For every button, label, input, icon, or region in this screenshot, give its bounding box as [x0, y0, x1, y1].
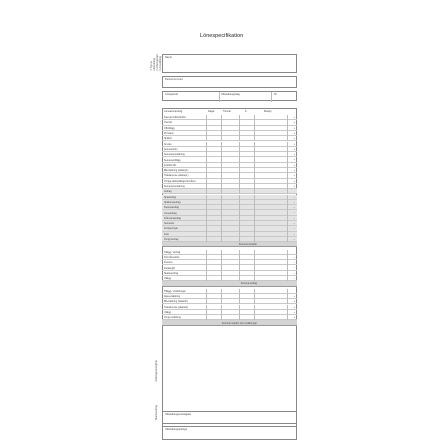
row-sign: +	[293, 131, 295, 135]
row-sign: –	[293, 277, 295, 280]
sum-row	[162, 320, 297, 325]
row-label: Traktamente (skattefri)	[164, 305, 188, 309]
sidebar-bottom-left: Arbetsgivaravgifter	[155, 360, 158, 382]
row-sign: +	[293, 310, 295, 314]
row-sign: –	[293, 222, 295, 225]
row-sign: +	[293, 116, 295, 119]
row-sign: +	[293, 305, 295, 309]
personnummer-field-box[interactable]	[162, 76, 297, 88]
row-sign: +	[293, 179, 295, 183]
row-label: Semesterlön	[164, 147, 178, 151]
row-label: Kost	[164, 232, 169, 236]
row-sign: –	[293, 200, 295, 204]
col-lonearter-header: Lönearter/avdrag	[164, 110, 183, 113]
sum-label: Summa avdrag	[240, 282, 257, 286]
row-label: Semestertillägg	[164, 158, 181, 162]
row-label: Sjukavdrag	[164, 195, 176, 199]
row-sign: +	[293, 137, 295, 141]
col-a-pris-header: À	[245, 110, 247, 113]
row-label: Sjuklön	[164, 137, 172, 141]
period-field-box	[162, 91, 297, 101]
row-label: Bilersättning (skattepl.)	[164, 169, 189, 173]
row-label: Fackavgift	[164, 266, 175, 270]
row-label: Traktamente (skattepl.)	[164, 174, 189, 178]
col-timmar-header: Timmar	[223, 110, 232, 113]
row-sign: +	[293, 163, 295, 167]
row-label: Kostförmån	[164, 163, 177, 167]
personnummer-label: Personnummer	[165, 78, 183, 81]
row-label: Reseersättning	[164, 295, 181, 299]
row-label: Sjuklöneavdrag	[164, 200, 181, 204]
row-sign: +	[293, 142, 295, 146]
row-label: OB-tillägg	[164, 126, 175, 130]
row-label: Skatteavdrag	[164, 271, 179, 275]
row-label: Fast grundlön/timlön	[164, 116, 186, 120]
sum-label: Summa nettolön och ersättningar	[221, 321, 257, 325]
row-sign: +	[293, 294, 295, 298]
row-sign: +	[293, 184, 295, 188]
row-sign: +	[293, 300, 295, 304]
row-label: Tillägg / avdrag	[164, 250, 181, 254]
row-sign: –	[293, 271, 295, 275]
row-sign: –	[293, 255, 295, 259]
row-sign: –	[293, 211, 295, 215]
utbetalningsdag-label: Utbetalningsdag	[221, 93, 240, 96]
row-sign: +	[293, 169, 295, 172]
sum-row	[162, 281, 297, 286]
row-sign: +	[293, 316, 295, 320]
row-label: Bilersättning (skattefri)	[164, 300, 188, 304]
name-field-box[interactable]	[162, 54, 297, 73]
row-sign: –	[293, 216, 295, 220]
row-label: Utlägg	[164, 310, 171, 314]
footer-left-label: Utbetalningsmottagare	[165, 413, 192, 416]
row-sign: –	[293, 227, 295, 231]
row-sign: –	[293, 261, 295, 265]
footer-right-label: Utbetalningsbelopp	[165, 428, 188, 431]
row-label: Frånvaroavdrag	[164, 216, 181, 220]
nr-label: Nr	[274, 93, 277, 96]
row-label: Övriga skattepliktiga förmåner	[164, 179, 196, 183]
row-sign: +	[293, 126, 295, 130]
row-label: Karensavdrag	[164, 206, 179, 210]
sidebar-bottom-right: Skatteavdrag	[155, 405, 158, 421]
sum-row	[162, 242, 297, 247]
footer-left-box	[162, 411, 297, 424]
row-label: Övertid	[164, 121, 172, 125]
row-label: Provision	[164, 132, 174, 136]
footer-right-box	[162, 426, 297, 440]
row-label: Tillägg / ersättningar	[164, 289, 186, 293]
row-label: Förmånsvärde	[164, 255, 180, 259]
row-sign: +	[293, 153, 295, 157]
row-sign: +	[293, 158, 295, 162]
name-label: Namn	[165, 56, 172, 59]
row-label: Pension	[164, 261, 173, 265]
loneperiod-label: Löneperiod	[165, 93, 178, 96]
row-label: Löneavdrag	[164, 211, 177, 215]
col-belopp-header: Belopp	[264, 110, 272, 113]
sum-label: Summa bruttolön	[238, 243, 257, 247]
row-label: Övrigt avdrag	[164, 238, 179, 242]
row-sign: –	[293, 266, 295, 270]
page-title: Lönespecifikation	[200, 33, 244, 39]
row-sign: –	[293, 237, 295, 241]
row-label: Semesterersättning	[164, 153, 185, 157]
row-label: Avdrag	[164, 190, 172, 194]
row-sign: +	[293, 121, 295, 125]
row-sign: +	[293, 174, 295, 178]
row-sign: +	[293, 147, 295, 151]
row-sign: –	[293, 195, 295, 199]
row-label: Korrigeringar	[164, 227, 178, 231]
row-label: Semesterersättning	[164, 185, 185, 189]
sidebar-header-text: 1 Typ av utbetalning 2 Arbetsgivare 3 Anställning	[150, 54, 162, 71]
row-sign: –	[293, 232, 295, 236]
row-label: Semester	[164, 222, 175, 226]
row-label: Arvode	[164, 142, 172, 146]
row-sign: –	[293, 206, 295, 210]
col-dagar-header: Dagar	[208, 110, 215, 113]
row-label: Utlägg	[164, 277, 171, 281]
row-label: Övrig ersättning	[164, 316, 181, 320]
